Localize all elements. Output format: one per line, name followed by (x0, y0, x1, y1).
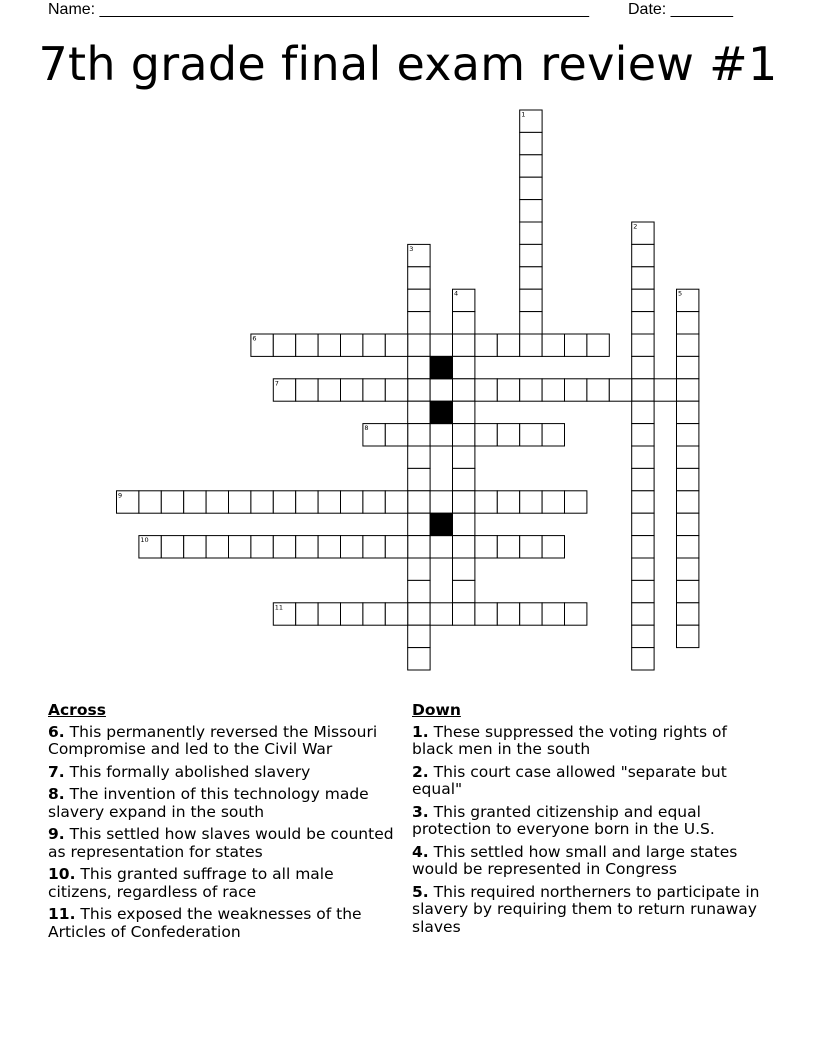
clue-number: 10. (48, 865, 76, 883)
grid-cell[interactable] (677, 603, 699, 625)
grid-cell[interactable] (385, 334, 407, 356)
grid-cell[interactable] (632, 648, 654, 670)
grid-cell[interactable] (520, 424, 542, 446)
clue-text: This exposed the weaknesses of the Articles of Confederation (48, 905, 362, 941)
grid-cell[interactable] (565, 603, 587, 625)
grid-cell[interactable] (654, 379, 676, 401)
down-heading: Down (412, 701, 461, 719)
grid-cell[interactable] (520, 603, 542, 625)
grid-cell[interactable] (296, 334, 318, 356)
grid-cell[interactable] (296, 603, 318, 625)
grid-cell[interactable] (587, 379, 609, 401)
grid-cell[interactable] (475, 334, 497, 356)
grid-cell[interactable] (161, 536, 183, 558)
grid-cell[interactable] (677, 356, 699, 378)
grid-cell[interactable] (363, 536, 385, 558)
grid-cell[interactable] (453, 401, 475, 423)
grid-cell[interactable] (475, 379, 497, 401)
across-clue-8 (48, 786, 398, 821)
grid-cell[interactable] (520, 312, 542, 334)
cell-number: 3 (409, 244, 414, 253)
grid-cell[interactable] (632, 580, 654, 602)
across-clue-10 (48, 866, 398, 901)
grid-cell[interactable] (632, 289, 654, 311)
grid-cell[interactable] (677, 424, 699, 446)
grid-cell[interactable] (408, 379, 430, 401)
grid-cell[interactable] (385, 603, 407, 625)
grid-cell[interactable] (430, 603, 452, 625)
clue-text: This granted citizenship and equal protection to everyone born in the U.S. (412, 802, 715, 838)
grid-cell[interactable] (184, 491, 206, 513)
grid-cell[interactable] (632, 424, 654, 446)
clue-number: 9. (48, 825, 65, 843)
grid-cell[interactable] (408, 491, 430, 513)
grid-cell[interactable] (273, 536, 295, 558)
clue-text: The invention of this technology made slavery expand in the south (48, 785, 369, 821)
grid-cell[interactable] (430, 424, 452, 446)
grid-cell[interactable] (542, 491, 564, 513)
grid-cell[interactable] (677, 312, 699, 334)
date-field[interactable]: Date: _______ (628, 1, 733, 18)
grid-cell[interactable] (475, 603, 497, 625)
grid-cell[interactable] (408, 603, 430, 625)
grid-cell[interactable] (677, 379, 699, 401)
grid-cell[interactable] (520, 155, 542, 177)
black-square (430, 401, 452, 423)
grid-cell[interactable] (632, 401, 654, 423)
grid-cell[interactable] (520, 334, 542, 356)
down-clue-3 (412, 804, 762, 839)
grid-cell[interactable] (341, 334, 363, 356)
down-clue-1 (412, 724, 762, 759)
grid-cell[interactable] (587, 334, 609, 356)
clue-text: This court case allowed "separate but equal" (412, 762, 727, 798)
grid-cell[interactable] (632, 446, 654, 468)
grid-cell[interactable] (296, 491, 318, 513)
clue-text: This required northerners to participate in slavery by requiring them to return runaway slaves (412, 882, 760, 936)
grid-cell[interactable] (408, 334, 430, 356)
down-clue-5 (412, 884, 762, 937)
grid-cell[interactable] (497, 379, 519, 401)
grid-cell[interactable] (273, 334, 295, 356)
clue-number: 4. (412, 842, 429, 861)
grid-cell[interactable] (453, 536, 475, 558)
grid-cell[interactable] (229, 536, 251, 558)
grid-cell[interactable] (542, 334, 564, 356)
grid-cell[interactable] (609, 379, 631, 401)
grid-cell[interactable] (632, 334, 654, 356)
grid-cell[interactable] (318, 491, 340, 513)
grid-cell[interactable] (677, 334, 699, 356)
clue-text: These suppressed the voting rights of black men in the south (412, 722, 727, 758)
grid-cell[interactable] (363, 334, 385, 356)
grid-cell[interactable] (453, 446, 475, 468)
grid-cell[interactable] (677, 580, 699, 602)
grid-cell[interactable] (677, 468, 699, 490)
grid-cell[interactable] (408, 401, 430, 423)
grid-cell[interactable] (408, 513, 430, 535)
grid-cell[interactable] (677, 491, 699, 513)
grid-cell[interactable] (520, 379, 542, 401)
grid-cell[interactable] (453, 468, 475, 490)
grid-cell[interactable] (632, 267, 654, 289)
grid-cell[interactable] (385, 424, 407, 446)
grid-cell[interactable] (453, 603, 475, 625)
grid-cell[interactable] (632, 603, 654, 625)
grid-cell[interactable] (632, 312, 654, 334)
across-clue-11 (48, 906, 398, 941)
grid-cell[interactable] (363, 491, 385, 513)
across-clue-9 (48, 826, 398, 861)
grid-cell[interactable] (565, 334, 587, 356)
cell-number: 7 (274, 379, 279, 388)
grid-cell[interactable] (184, 536, 206, 558)
grid-cell[interactable] (318, 334, 340, 356)
grid-cell[interactable] (408, 580, 430, 602)
cell-number: 8 (364, 424, 369, 433)
grid-cell[interactable] (453, 491, 475, 513)
grid-cell[interactable] (229, 491, 251, 513)
grid-cell[interactable] (520, 200, 542, 222)
cell-number: 9 (118, 491, 123, 500)
grid-cell[interactable] (677, 536, 699, 558)
grid-cell[interactable] (408, 446, 430, 468)
grid-cell[interactable] (206, 491, 228, 513)
black-square (430, 513, 452, 535)
across-heading: Across (48, 701, 106, 719)
grid-cell[interactable] (520, 536, 542, 558)
grid-cell[interactable] (385, 379, 407, 401)
grid-cell[interactable] (318, 603, 340, 625)
grid-cell[interactable] (520, 267, 542, 289)
grid-cell[interactable] (632, 513, 654, 535)
clue-text: This granted suffrage to all male citizens, regardless of race (48, 865, 334, 901)
grid-cell[interactable] (453, 424, 475, 446)
grid-cell[interactable] (251, 491, 273, 513)
grid-cell[interactable] (408, 267, 430, 289)
grid-cell[interactable] (408, 468, 430, 490)
cell-number: 11 (274, 603, 284, 612)
grid-cell[interactable] (318, 536, 340, 558)
grid-cell[interactable] (565, 379, 587, 401)
grid-cell[interactable] (542, 603, 564, 625)
grid-cell[interactable] (408, 312, 430, 334)
grid-cell[interactable] (430, 536, 452, 558)
grid-cell[interactable] (408, 625, 430, 647)
grid-cell[interactable] (408, 356, 430, 378)
clue-text: This formally abolished slavery (69, 762, 311, 781)
grid-cell[interactable] (318, 379, 340, 401)
grid-cell[interactable] (296, 536, 318, 558)
grid-cell[interactable] (632, 558, 654, 580)
grid-cell[interactable] (453, 558, 475, 580)
grid-cell[interactable] (542, 536, 564, 558)
grid-cell[interactable] (251, 536, 273, 558)
grid-cell[interactable] (430, 379, 452, 401)
grid-cell[interactable] (677, 401, 699, 423)
grid-cell[interactable] (475, 424, 497, 446)
clue-number: 5. (412, 882, 429, 901)
grid-cell[interactable] (632, 491, 654, 513)
clue-number: 11. (48, 905, 76, 923)
clue-number: 7. (48, 762, 65, 781)
grid-cell[interactable] (385, 491, 407, 513)
grid-cell[interactable] (520, 289, 542, 311)
grid-cell[interactable] (341, 379, 363, 401)
down-clues (412, 702, 762, 941)
page-title: 7th grade final exam review #1 (38, 37, 778, 91)
grid-cell[interactable] (430, 491, 452, 513)
grid-cell[interactable] (341, 603, 363, 625)
grid-cell[interactable] (542, 424, 564, 446)
grid-cell[interactable] (296, 379, 318, 401)
grid-cell[interactable] (565, 491, 587, 513)
grid-cell[interactable] (475, 536, 497, 558)
grid-cell[interactable] (497, 603, 519, 625)
grid-cell[interactable] (632, 379, 654, 401)
cell-number: 2 (633, 222, 638, 231)
grid-cell[interactable] (453, 580, 475, 602)
across-clue-6 (48, 724, 398, 759)
grid-cell[interactable] (363, 379, 385, 401)
grid-cell[interactable] (520, 132, 542, 154)
clue-text: This permanently reversed the Missouri Compromise and led to the Civil War (48, 722, 378, 758)
grid-cell[interactable] (497, 536, 519, 558)
down-clue-2 (412, 764, 762, 799)
grid-cell[interactable] (520, 491, 542, 513)
black-square (430, 356, 452, 378)
grid-cell[interactable] (430, 334, 452, 356)
grid-cell[interactable] (161, 491, 183, 513)
clue-number: 6. (48, 722, 65, 741)
grid-cell[interactable] (408, 558, 430, 580)
grid-cell[interactable] (632, 536, 654, 558)
grid-cell[interactable] (341, 536, 363, 558)
down-clue-4 (412, 844, 762, 879)
grid-cell[interactable] (632, 244, 654, 266)
grid-cell[interactable] (408, 289, 430, 311)
grid-cell[interactable] (632, 468, 654, 490)
grid-cell[interactable] (520, 244, 542, 266)
grid-cell[interactable] (497, 424, 519, 446)
across-clue-7 (48, 764, 398, 782)
grid-cell[interactable] (408, 424, 430, 446)
grid-cell[interactable] (632, 356, 654, 378)
grid-cell[interactable] (677, 625, 699, 647)
grid-cell[interactable] (273, 491, 295, 513)
grid-cell[interactable] (632, 625, 654, 647)
cell-number: 10 (140, 536, 149, 545)
grid-cell[interactable] (139, 491, 161, 513)
grid-cell[interactable] (453, 356, 475, 378)
grid-cell[interactable] (385, 536, 407, 558)
grid-cell[interactable] (497, 491, 519, 513)
grid-cell[interactable] (520, 222, 542, 244)
grid-cell[interactable] (542, 379, 564, 401)
clue-text: This settled how slaves would be counted as representation for states (48, 825, 394, 861)
grid-cell[interactable] (453, 312, 475, 334)
clue-text: This settled how small and large states would be represented in Congress (412, 842, 738, 878)
grid-cell[interactable] (677, 446, 699, 468)
grid-cell[interactable] (341, 491, 363, 513)
across-clues (48, 702, 398, 946)
clue-number: 8. (48, 785, 65, 803)
grid-cell[interactable] (363, 603, 385, 625)
grid-cell[interactable] (408, 536, 430, 558)
grid-cell[interactable] (206, 536, 228, 558)
grid-cell[interactable] (497, 334, 519, 356)
grid-cell[interactable] (677, 513, 699, 535)
clue-number: 3. (412, 802, 429, 821)
grid-cell[interactable] (520, 177, 542, 199)
cell-number: 4 (454, 289, 459, 298)
grid-cell[interactable] (408, 648, 430, 670)
cell-number: 5 (678, 289, 683, 298)
clue-number: 2. (412, 762, 429, 781)
cell-number: 6 (252, 334, 257, 343)
grid-cell[interactable] (453, 379, 475, 401)
grid-cell[interactable] (453, 334, 475, 356)
grid-cell[interactable] (453, 513, 475, 535)
clue-number: 1. (412, 722, 429, 741)
grid-cell[interactable] (475, 491, 497, 513)
name-field[interactable]: Name: _______________________________________________________ (48, 1, 589, 18)
grid-cell[interactable] (677, 558, 699, 580)
cell-number: 1 (521, 110, 526, 119)
